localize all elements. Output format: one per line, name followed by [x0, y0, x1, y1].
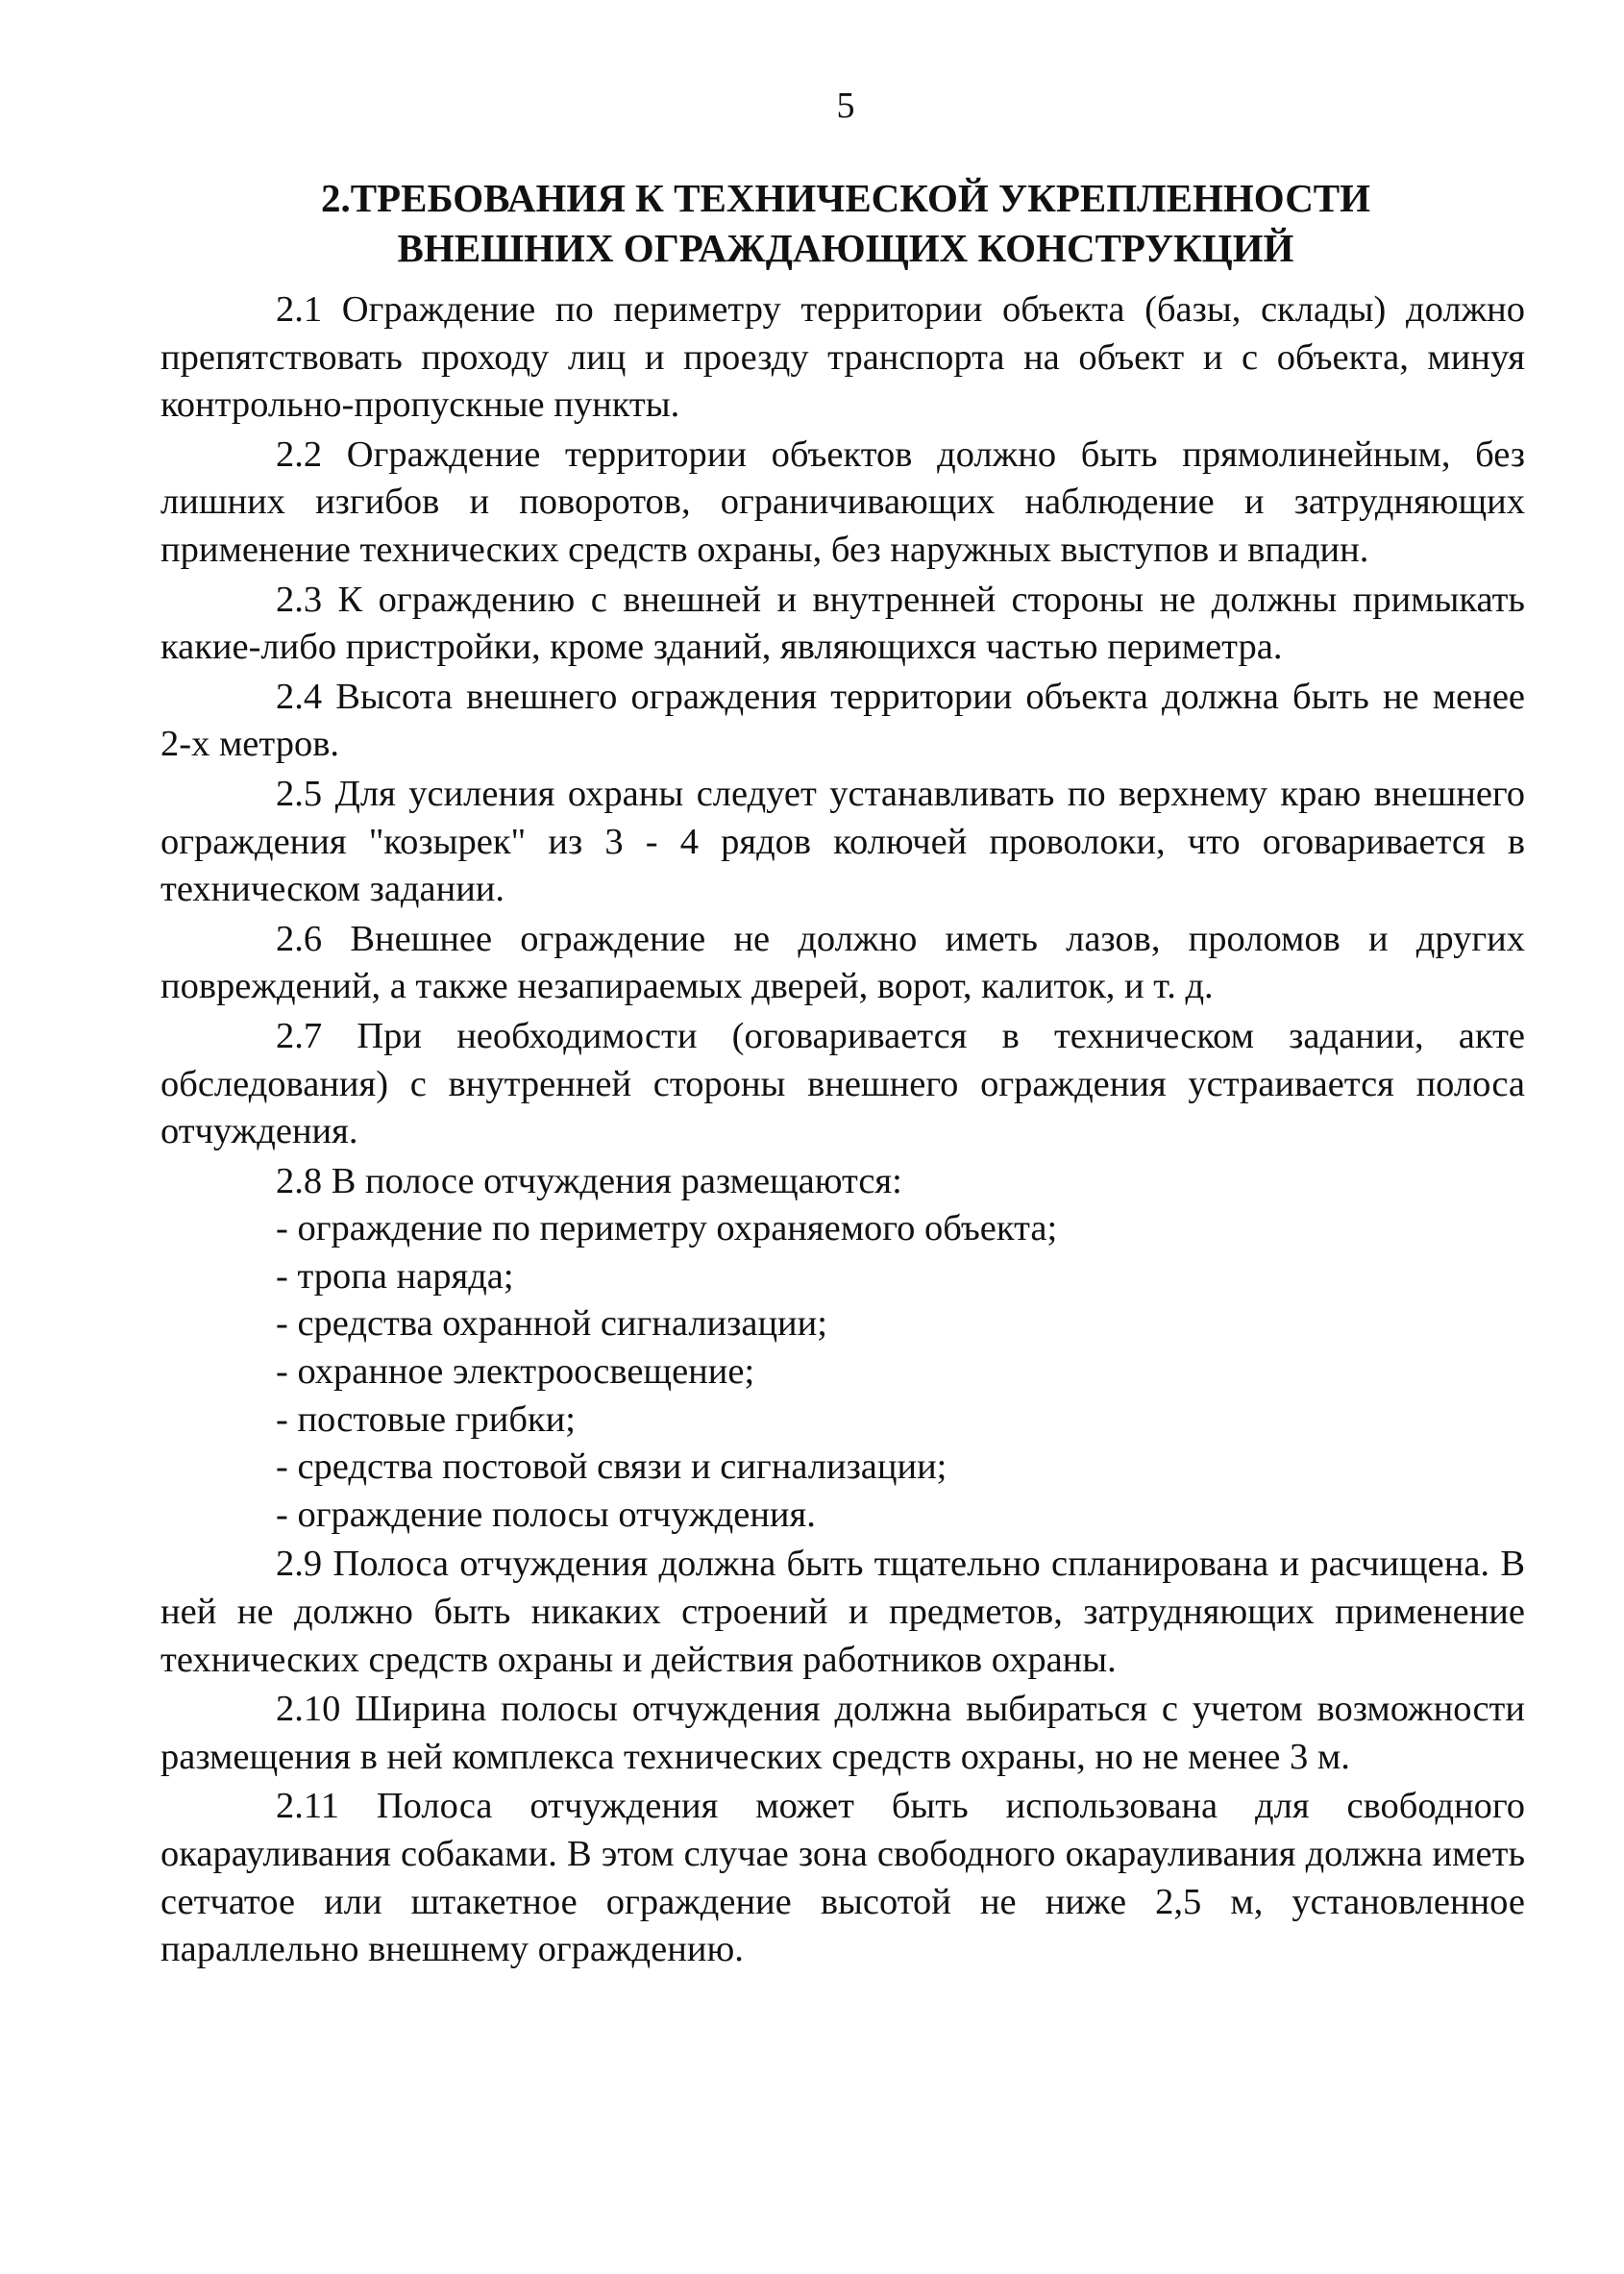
list-item: - ограждение полосы отчуждения.: [276, 1494, 816, 1535]
paragraph-2-2: 2.2 Ограждение территории объектов должно быть прямолинейным, без лишних изгибов и поворотов, ограничивающих наблюдение и затрудняющих применение технических средств охраны, без наружных выступов и впадин.: [160, 433, 1525, 570]
paragraph-2-3: 2.3 К ограждению с внешней и внутренней стороны не должны примыкать какие-либо пристройки, кроме зданий, являющихся частью периметра.: [160, 579, 1525, 668]
section-title: [0, 173, 1624, 273]
list-item: - ограждение по периметру охраняемого объекта;: [276, 1208, 1058, 1249]
list-item: - средства постовой связи и сигнализации;: [276, 1446, 947, 1488]
paragraph-2-6: 2.6 Внешнее ограждение не должно иметь лазов, проломов и других повреждений, а также незапираемых дверей, ворот, калиток, и т. д.: [160, 918, 1525, 1007]
list-2-8: [160, 1205, 1525, 1539]
paragraph-2-8: 2.8 В полосе отчуждения размещаются:: [276, 1160, 902, 1201]
list-item: - тропа наряда;: [276, 1255, 514, 1297]
list-item: - охранное электроосвещение;: [276, 1351, 755, 1393]
paragraph-2-9: 2.9 Полоса отчуждения должна быть тщательно спланирована и расчищена. В ней не должно быть никаких строений и предметов, затрудняющих применение технических средств охраны и действия работников охраны.: [160, 1544, 1525, 1680]
paragraph-2-11: 2.11 Полоса отчуждения может быть использована для свободного окарауливания собаками. В этом случае зона свободного окарауливания должна иметь сетчатое или штакетное ограждение высотой не ниже 2,5 м, установленное параллельно внешнему ограждению.: [160, 1786, 1525, 1970]
section-title-line-2: ВНЕШНИХ ОГРАЖДАЮЩИХ КОНСТРУКЦИЙ: [397, 226, 1294, 270]
document-body: [160, 286, 1525, 1974]
page-number: 5: [836, 86, 855, 126]
paragraph-2-5: 2.5 Для усиления охраны следует устанавливать по верхнему краю внешнего ограждения "козырек" из 3 - 4 рядов колючей проволоки, что оговаривается в техническом задании.: [160, 773, 1525, 910]
paragraph-2-4: 2.4 Высота внешнего ограждения территории объекта должна быть не менее 2-х метров.: [160, 676, 1525, 765]
list-item: - постовые грибки;: [276, 1398, 576, 1440]
paragraph-2-7: 2.7 При необходимости (оговаривается в техническом задании, акте обследования) с внутренней стороны внешнего ограждения устраивается полоса отчуждения.: [160, 1015, 1525, 1152]
section-title-line-1: 2.ТРЕБОВАНИЯ К ТЕХНИЧЕСКОЙ УКРЕПЛЕННОСТИ: [320, 176, 1371, 220]
paragraph-2-10: 2.10 Ширина полосы отчуждения должна выбираться с учетом возможности размещения в ней комплекса технических средств охраны, но не менее 3 м.: [160, 1689, 1525, 1777]
list-item: - средства охранной сигнализации;: [276, 1303, 827, 1345]
paragraph-2-1: 2.1 Ограждение по периметру территории объекта (базы, склады) должно препятствовать проходу лиц и проезду транспорта на объект и с объекта, минуя контрольно-пропускные пункты.: [160, 289, 1525, 426]
